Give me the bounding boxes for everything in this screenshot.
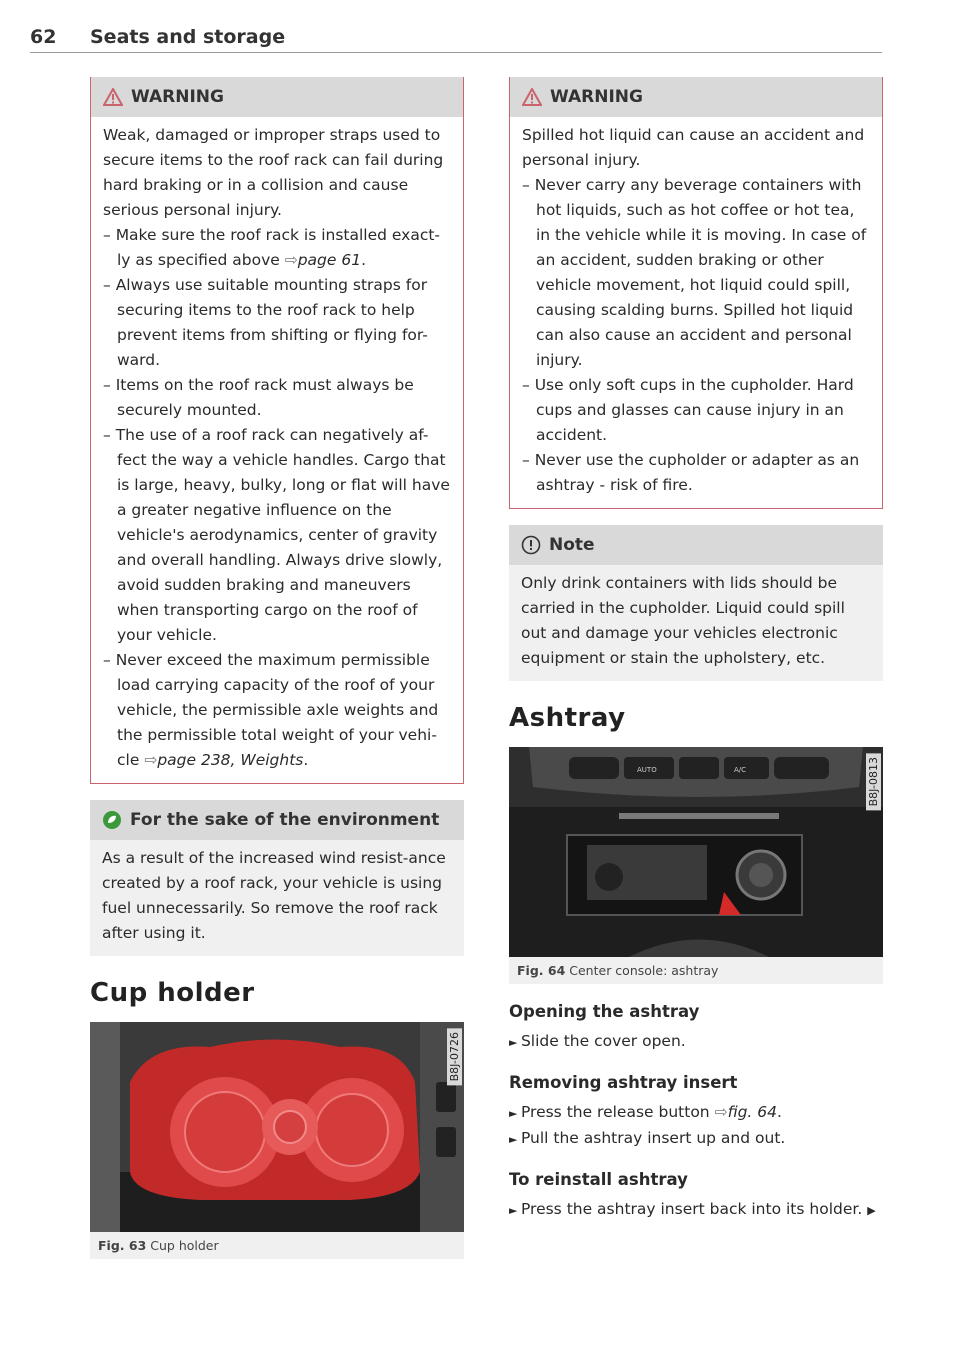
environment-header [90, 800, 464, 840]
list-item: – Never use the cupholder or adapter as an ashtray - risk of fire. [522, 448, 870, 498]
warning-header [510, 77, 882, 117]
ashtray-image [509, 747, 883, 957]
note-text: Only drink containers with lids should be carried in the cupholder. Liquid could spill out and damage your vehicles electronic equipment or stain the upholstery, etc. [521, 574, 845, 667]
list-item: – Always use suitable mounting straps for securing items to the roof rack to help prevent items from shifting or flying for-ward. [103, 273, 451, 373]
warning-list [522, 173, 870, 498]
continue-arrow-icon: ▶ [867, 1204, 876, 1217]
removing-steps [509, 1100, 883, 1152]
list-item: – Use only soft cups in the cupholder. Hard cups and glasses can cause injury in an accident. [522, 373, 870, 448]
removing-heading: Removing ashtray insert [509, 1073, 738, 1092]
cup-holder-heading: Cup holder [90, 978, 255, 1008]
warning-title: WARNING [550, 87, 643, 107]
hot-liquid-warning-box [509, 77, 883, 509]
auto-label: AUTO [637, 766, 657, 774]
page-reference-link[interactable]: ⇨page 61 [284, 251, 362, 269]
note-box [509, 525, 883, 681]
page-number: 62 [30, 26, 57, 48]
figure-reference-link[interactable]: ⇨fig. 64 [714, 1103, 778, 1121]
figure-caption: Fig. 64 Center console: ashtray [517, 963, 719, 978]
step-item: ► Pull the ashtray insert up and out. [509, 1126, 883, 1152]
ashtray-illustration [509, 747, 883, 957]
step-item: ► Slide the cover open. [509, 1029, 883, 1055]
cup-holder-image [90, 1022, 464, 1232]
figure-code: B8J-0726 [447, 1028, 462, 1085]
warning-triangle-icon [522, 88, 542, 106]
environment-box [90, 800, 464, 956]
list-item: – Items on the roof rack must always be securely mounted. [103, 373, 451, 423]
section-title: Seats and storage [90, 26, 286, 48]
note-info-icon [521, 535, 541, 555]
page-reference-link[interactable]: ⇨page 238, Weights [144, 751, 304, 769]
page-header [30, 24, 882, 53]
roof-rack-warning-box [90, 77, 464, 784]
environment-leaf-icon [102, 810, 122, 830]
step-item: ► Press the ashtray insert back into its holder. ▶ [509, 1197, 883, 1223]
note-title: Note [549, 535, 595, 555]
warning-list [103, 223, 451, 773]
reinstall-heading: To reinstall ashtray [509, 1170, 688, 1189]
list-item: – The use of a roof rack can negatively af-fect the way a vehicle handles. Cargo that is large, heavy, bulky, long or flat will have a greater negative influence on the vehicle's aerodynamics, center of gravity and overall handling. Always drive slowly, avoid sudden braking and maneuvers when transporting cargo on the roof of your vehicle. [103, 423, 451, 648]
ashtray-heading: Ashtray [509, 703, 626, 733]
cup-holder-illustration [90, 1022, 464, 1232]
ac-label: A/C [734, 766, 747, 774]
environment-title: For the sake of the environment [130, 810, 440, 830]
reinstall-steps [509, 1197, 883, 1223]
right-column [509, 77, 883, 1223]
list-item: – Make sure the roof rack is installed exact-ly as specified above ⇨page 61. [103, 223, 451, 273]
step-item: ► Press the release button ⇨fig. 64. [509, 1100, 883, 1126]
warning-intro: Weak, damaged or improper straps used to secure items to the roof rack can fail during hard braking or in a collision and cause serious personal injury. [103, 126, 444, 219]
list-item: – Never exceed the maximum permissible load carrying capacity of the roof of your vehicle, the permissible axle weights and the permissible total weight of your vehi-cle ⇨page 238, Weights. [103, 648, 451, 773]
list-item: – Never carry any beverage containers with hot liquids, such as hot coffee or hot tea, in the vehicle while it is moving. In case of an accident, sudden braking or other vehicle movement, hot liquid could spill, causing scalding burns. Spilled hot liquid can also cause an accident and personal injury. [522, 173, 870, 373]
figure-cup-holder [90, 1022, 464, 1259]
environment-text: As a result of the increased wind resist-ance created by a roof rack, your vehicle is using fuel unnecessarily. So remove the roof rack after using it. [102, 849, 446, 942]
figure-ashtray [509, 747, 883, 984]
figure-code: B8J-0813 [866, 753, 881, 810]
left-column [90, 77, 464, 1259]
warning-title: WARNING [131, 87, 224, 107]
warning-triangle-icon [103, 88, 123, 106]
opening-steps [509, 1029, 883, 1055]
note-header [509, 525, 883, 565]
figure-caption: Fig. 63 Cup holder [98, 1238, 219, 1253]
warning-header [91, 77, 463, 117]
warning-intro: Spilled hot liquid can cause an accident and personal injury. [522, 126, 865, 169]
opening-heading: Opening the ashtray [509, 1002, 700, 1021]
